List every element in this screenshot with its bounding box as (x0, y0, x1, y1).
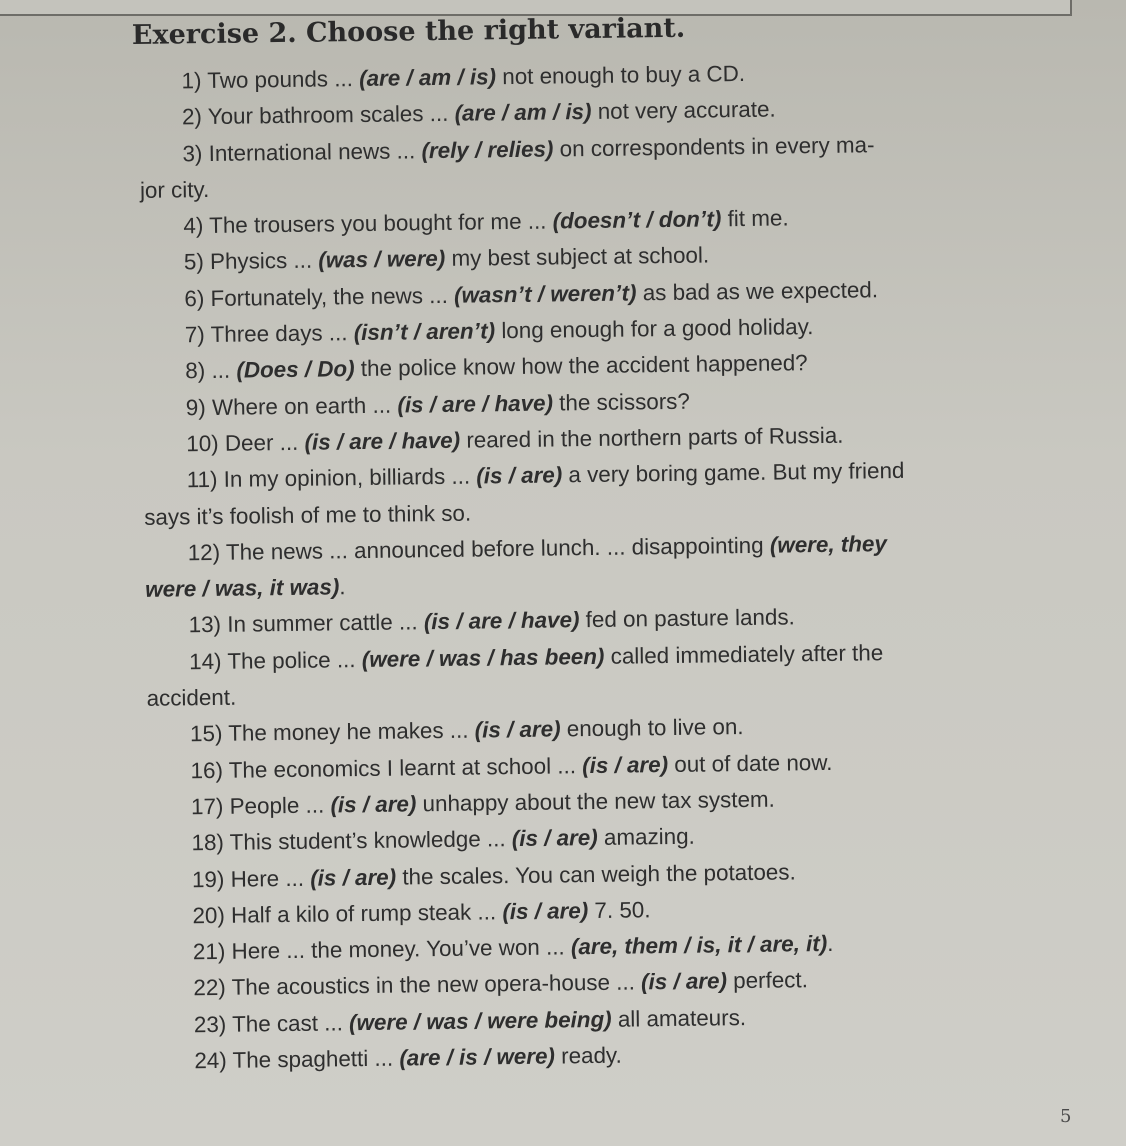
item-text-end: . (827, 930, 834, 957)
item-text-end: 7. 50. (594, 897, 651, 923)
item-text: Your bathroom scales ... (207, 101, 449, 130)
item-text-end: not very accurate. (597, 96, 776, 125)
item-options: (is / are) (330, 791, 417, 818)
item-number: 2) (181, 104, 203, 130)
item-text: The news ... announced before lunch. ... disappointing (225, 532, 764, 565)
item-text-end: called immediately after the (610, 639, 884, 669)
item-text: Two pounds ... (207, 66, 354, 93)
item-text: The trousers you bought for me ... (209, 208, 547, 239)
item-options: (is / are) (511, 825, 598, 852)
item-options: (is / are) (640, 968, 728, 995)
item-text: The money he makes ... (228, 717, 469, 747)
item-options: (Does / Do) (236, 356, 355, 384)
item-text-end: fit me. (727, 205, 789, 232)
item-text-end: enough to live on. (566, 714, 744, 742)
item-text-end: my best subject at school. (451, 242, 710, 272)
item-number: 15) (189, 721, 223, 747)
item-options: (are / is / were) (399, 1043, 556, 1071)
item-text-end: ready. (560, 1042, 622, 1069)
item-number: 14) (188, 648, 222, 675)
item-text: In summer cattle ... (227, 609, 418, 638)
item-text: Deer ... (224, 429, 299, 456)
item-number: 8) (185, 358, 206, 384)
item-text: In my opinion, billiards ... (223, 463, 471, 493)
item-options: (isn’t / aren’t) (353, 318, 496, 346)
item-options: (were / was / has been) (361, 643, 605, 672)
item-number: 7) (184, 322, 205, 348)
item-text-end: perfect. (733, 967, 809, 994)
item-number: 20) (192, 902, 226, 929)
item-number: 16) (190, 757, 224, 783)
item-text: The spaghetti ... (232, 1045, 394, 1073)
item-continuation: says it’s foolish of me to think so. (144, 500, 472, 530)
item-text: Physics ... (209, 248, 313, 275)
item-options: (was / were) (318, 246, 446, 274)
item-number: 4) (183, 213, 204, 239)
item-number: 6) (184, 285, 205, 312)
item-options: (is / are) (310, 864, 397, 891)
exercise-title: Exercise 2. Choose the right variant. (131, 12, 686, 51)
item-number: 1) (181, 68, 202, 94)
item-options: (doesn’t / don’t) (552, 206, 722, 234)
item-text: The acoustics in the new opera-house ... (231, 969, 636, 1001)
item-text: The economics I learnt at school ... (228, 752, 577, 783)
item-text: Half a kilo of rump steak ... (230, 899, 497, 928)
item-options: (is / are) (582, 751, 669, 778)
item-text: Here ... the money. You’ve won ... (231, 934, 565, 964)
item-text-end: a very boring game. But my friend (568, 458, 905, 488)
item-text-end: the scissors? (559, 388, 691, 416)
item-text: International news ... (208, 137, 416, 166)
item-options: (is / are / have) (304, 427, 461, 455)
item-options: (are, them / is, it / are, it) (570, 931, 828, 960)
item-text: This student’s knowledge ... (229, 826, 506, 855)
item-number: 24) (194, 1047, 227, 1074)
item-text-end: as bad as we expected. (642, 277, 879, 306)
item-text: Where on earth ... (211, 392, 392, 420)
item-options: (is / are / have) (423, 607, 580, 635)
item-number: 5) (183, 249, 204, 275)
item-options: (is / are) (474, 716, 561, 743)
item-text: Here ... (230, 865, 305, 892)
item-options: (are / am / is) (358, 64, 497, 92)
item-options: (wasn’t / weren’t) (453, 280, 637, 308)
exercise-item (144, 524, 1075, 609)
item-options: (were, they (769, 530, 887, 558)
item-continuation: accident. (146, 684, 237, 711)
item-text-end: out of date now. (674, 749, 833, 777)
item-text-end: not enough to buy a CD. (502, 60, 746, 90)
item-text-end: the scales. You can weigh the potatoes. (402, 858, 796, 890)
item-text: Fortunately, the news ... (210, 282, 448, 311)
item-text-end: amazing. (603, 823, 695, 851)
item-text: Three days ... (210, 320, 348, 348)
item-number: 9) (185, 394, 206, 420)
item-options: (were / was / were being) (348, 1006, 612, 1035)
item-number: 12) (187, 539, 221, 566)
item-number: 13) (188, 612, 222, 638)
item-text-end: . (339, 574, 346, 600)
exercise-item (139, 124, 1070, 209)
item-text: The police ... (227, 646, 356, 674)
item-number: 17) (190, 793, 224, 820)
item-text-end: all amateurs. (617, 1004, 747, 1032)
item-number: 10) (186, 430, 219, 457)
item-options: were / was, it was) (145, 574, 340, 603)
item-number: 22) (193, 975, 226, 1001)
item-text: ... (211, 358, 231, 384)
item-number: 3) (182, 140, 203, 166)
item-number: 19) (191, 866, 225, 892)
item-text-end: the police know how the accident happened? (360, 350, 808, 382)
item-options: (rely / relies) (421, 136, 554, 163)
exercise-item (144, 451, 1075, 536)
item-text-end: unhappy about the new tax system. (422, 786, 775, 817)
item-number: 23) (193, 1011, 227, 1037)
item-options: (are / am / is) (454, 99, 592, 127)
item-text-end: fed on pasture lands. (585, 604, 795, 633)
item-text: People ... (229, 792, 325, 819)
item-text-end: on correspondents in every ma- (559, 131, 875, 161)
item-continuation: jor city. (139, 176, 210, 203)
exercise-item (146, 632, 1077, 717)
item-number: 18) (191, 830, 225, 856)
item-options: (is / are / have) (397, 390, 554, 418)
exercise-list (138, 52, 1081, 1080)
item-text-end: long enough for a good holiday. (501, 314, 814, 344)
item-options: (is / are) (476, 462, 563, 489)
item-text: The cast ... (231, 1010, 344, 1037)
item-number: 21) (192, 938, 226, 965)
page-number: 5 (1060, 1106, 1072, 1127)
item-options: (is / are) (502, 897, 589, 925)
item-text-end: reared in the northern parts of Russia. (466, 422, 844, 453)
item-number: 11) (186, 467, 218, 493)
